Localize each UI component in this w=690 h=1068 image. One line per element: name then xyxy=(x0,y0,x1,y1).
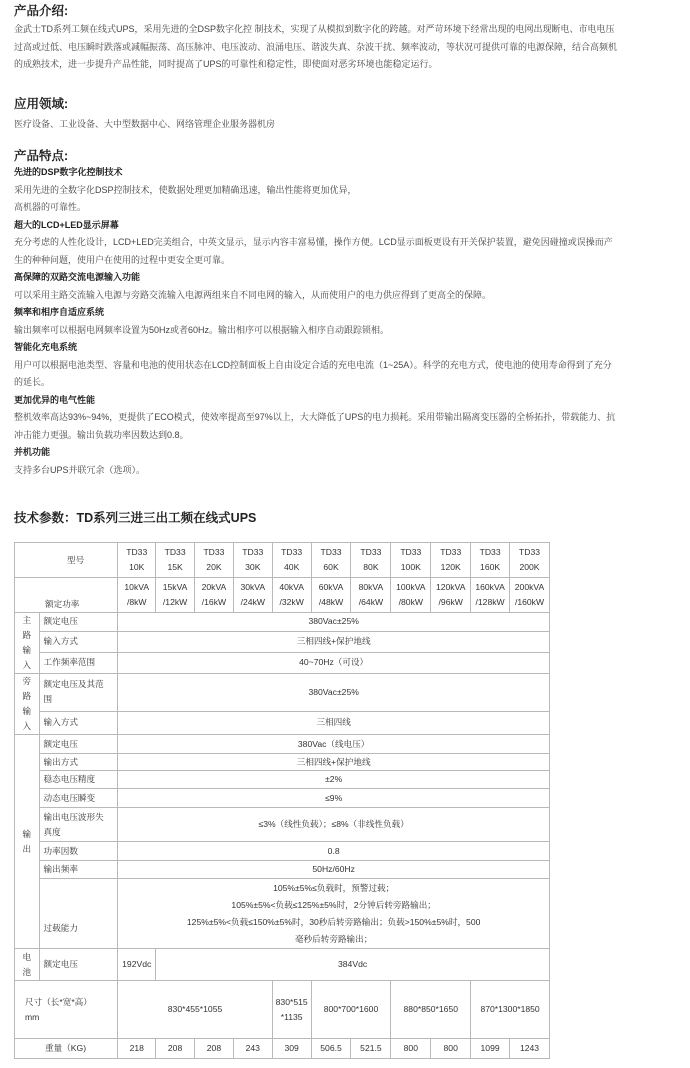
category-battery xyxy=(15,949,40,981)
row-value: 870*1300*1850 xyxy=(471,981,550,1039)
weight-cell: 208 xyxy=(195,1039,234,1059)
power-kw: /64kW xyxy=(358,597,384,607)
model-size: 20K xyxy=(206,562,222,572)
category-char: 入 xyxy=(22,660,32,670)
row-label: 额定电压 xyxy=(39,949,118,981)
table-row xyxy=(15,631,550,652)
power-kw: /48kW xyxy=(318,597,344,607)
power-kva: 160kVA xyxy=(475,582,505,592)
row-value: ≤3%（线性负载）；≤8%（非线性负载） xyxy=(118,808,550,842)
model-cell xyxy=(510,543,550,578)
feature-line: 输出频率可以根据电网频率设置为50Hz或者60Hz。输出相序可以根据输入相序自动跟踪锁相。 xyxy=(14,324,390,335)
table-row xyxy=(15,842,550,861)
row-value: 384Vdc xyxy=(156,949,550,981)
power-kw: /16kW xyxy=(201,597,227,607)
size-line: *1135 xyxy=(280,1011,303,1022)
model-series: TD33 xyxy=(320,547,342,557)
feature-title: 高保障的双路交流电源输入功能 xyxy=(14,272,141,282)
overload-line: 毫秒后转旁路输出； xyxy=(294,933,373,944)
model-series: TD33 xyxy=(242,547,264,557)
row-value: 三相四线 xyxy=(118,711,550,734)
spec-section xyxy=(14,510,676,526)
feature-title: 智能化充电系统 xyxy=(14,342,78,352)
power-kw: /8kW xyxy=(126,597,147,607)
model-series: TD33 xyxy=(440,547,462,557)
weight-cell: 521.5 xyxy=(351,1039,391,1059)
row-value: 50Hz/60Hz xyxy=(118,861,550,879)
row-value xyxy=(118,879,550,949)
row-value: 三相四线+保护地线 xyxy=(118,631,550,652)
size-line: 830*515 xyxy=(275,996,308,1007)
overload-line: 105%±5%≤负载时，预警过载； xyxy=(273,882,395,893)
row-label-line: mm xyxy=(25,1011,40,1022)
category-output xyxy=(15,735,40,949)
category-char: 输 xyxy=(22,645,32,655)
features-section xyxy=(14,148,676,479)
table-row xyxy=(15,808,550,842)
feature-line: 的延长。 xyxy=(14,377,51,387)
model-series: TD33 xyxy=(479,547,501,557)
model-size: 200K xyxy=(519,562,540,572)
model-cell xyxy=(391,543,431,578)
application-section xyxy=(14,96,676,134)
overload-line: 105%±5%<负载≤125%±5%时，2分钟后转旁路输出； xyxy=(231,899,436,910)
row-label: 稳态电压精度 xyxy=(39,771,118,789)
power-cell xyxy=(195,578,234,613)
table-row-power xyxy=(15,578,550,613)
model-cell xyxy=(351,543,391,578)
power-cell xyxy=(471,578,510,613)
feature-line: 充分考虑的人性化设计，LCD+LED完美组合，中英文显示，显示内容丰富易懂，操作方便。LCD显示面板更设有开关保护装置，避免因碰撞或误操而产 xyxy=(14,237,613,247)
power-kw: /160kW xyxy=(514,597,545,607)
intro-line: 过高或过低、电压瞬时跌落或减幅振荡、高压脉冲、电压波动、浪涌电压、谐波失真、杂波干扰、频率波动，等状况可提供可靠的电源保障，结合高频机 xyxy=(14,41,618,52)
power-kva: 200kVA xyxy=(514,582,545,592)
power-label: 额定功率 xyxy=(15,578,118,613)
power-kw: /24kW xyxy=(240,597,265,607)
weight-cell: 218 xyxy=(118,1039,156,1059)
row-label: 输入方式 xyxy=(39,631,118,652)
table-row xyxy=(15,949,550,981)
feature-line: 采用先进的全数字化DSP控制技术，使数据处理更加精确迅速，输出性能将更加优异， xyxy=(14,184,357,195)
table-row xyxy=(15,861,550,879)
overload-line: 125%±5%<负载≤150%±5%时，30秒后转旁路输出；负载>150%±5%时，500 xyxy=(186,916,481,927)
weight-cell: 243 xyxy=(233,1039,272,1059)
row-value: 380Vac±25% xyxy=(118,613,550,632)
feature-line: 整机效率高达93%~94%，更提供了ECO模式，使效率提高至97%以上，大大降低了UPS的电力损耗。采用带输出隔离变压器的全桥拓扑，带载能力、抗 xyxy=(14,412,616,422)
category-char: 池 xyxy=(22,966,32,977)
weight-cell: 800 xyxy=(431,1039,471,1059)
model-size: 160K xyxy=(480,562,501,572)
weight-cell: 1099 xyxy=(471,1039,510,1059)
table-row xyxy=(15,981,550,1039)
category-char: 出 xyxy=(22,843,32,854)
row-value xyxy=(272,981,311,1039)
power-cell xyxy=(391,578,431,613)
power-cell xyxy=(272,578,311,613)
power-kva: 120kVA xyxy=(435,582,466,592)
weight-cell: 208 xyxy=(156,1039,195,1059)
feature-line: 可以采用主路交流输入电源与旁路交流输入电源两组来自不同电网的输入，从而使用户的电力供应得到了更高全的保障。 xyxy=(14,289,492,300)
intro-heading: 产品介绍: xyxy=(14,4,69,18)
row-label-line: 真度 xyxy=(43,826,61,837)
feature-title: 超大的LCD+LED显示屏幕 xyxy=(14,219,119,230)
power-cell xyxy=(233,578,272,613)
spec-table xyxy=(14,542,550,1059)
table-row xyxy=(15,735,550,754)
category-char: 输 xyxy=(22,706,32,716)
row-label xyxy=(15,981,118,1039)
row-label-line: 围 xyxy=(43,694,53,705)
row-label: 额定电压 xyxy=(39,613,118,632)
feature-title: 频率和相序自适应系统 xyxy=(14,307,105,317)
row-label: 输入方式 xyxy=(39,711,118,734)
power-kva: 60kVA xyxy=(318,582,344,592)
row-value: 192Vdc xyxy=(118,949,156,981)
row-label xyxy=(39,808,118,842)
feature-line: 用户可以根据电池类型、容量和电池的使用状态在LCD控制面板上自由设定合适的充电电流（1~25A）。科学的充电方式，使电池的使用寿命得到了充分 xyxy=(14,359,612,370)
row-label: 输出方式 xyxy=(39,754,118,771)
category-char: 输 xyxy=(22,828,32,839)
power-kw: /80kW xyxy=(398,597,423,607)
model-series: TD33 xyxy=(164,547,186,557)
row-label: 额定电压 xyxy=(39,735,118,754)
row-value: 830*455*1055 xyxy=(118,981,272,1039)
model-size: 120K xyxy=(440,562,461,572)
category-char: 旁 xyxy=(22,676,32,686)
intro-line: 的成熟技术，进一步提升产品性能，同时提高了UPS的可靠性和稳定性，即使面对恶劣环境也能稳定运行。 xyxy=(14,59,438,69)
model-size: 15K xyxy=(167,562,183,572)
model-series: TD33 xyxy=(126,547,148,557)
power-kva: 30kVA xyxy=(240,582,266,592)
power-kva: 40kVA xyxy=(279,582,304,592)
model-series: TD33 xyxy=(519,547,541,557)
power-kva: 100kVA xyxy=(396,582,426,592)
table-row xyxy=(15,652,550,673)
spec-heading: 技术参数：TD系列三进三出工频在线式UPS xyxy=(14,511,257,525)
table-row xyxy=(15,879,550,949)
model-cell xyxy=(118,543,156,578)
feature-line: 支持多台UPS并联冗余（选项）。 xyxy=(14,464,146,475)
power-cell xyxy=(431,578,471,613)
table-row xyxy=(15,674,550,712)
feature-line: 生的种种问题，使用户在使用的过程中更安全更可靠。 xyxy=(14,254,231,265)
row-label: 动态电压瞬变 xyxy=(39,789,118,808)
application-heading: 应用领域: xyxy=(14,97,69,111)
power-kw: /12kW xyxy=(162,597,188,607)
power-kva: 10kVA xyxy=(124,582,150,592)
application-text: 医疗设备、工业设备、大中型数据中心、网络管理企业服务器机房 xyxy=(14,119,276,129)
row-label-line: 额定电压及其范 xyxy=(43,679,104,690)
feature-line: 高机器的可靠性。 xyxy=(14,202,87,212)
row-value: ≤9% xyxy=(118,789,550,808)
model-size: 40K xyxy=(284,562,300,572)
table-row xyxy=(15,754,550,771)
power-cell xyxy=(118,578,156,613)
category-char: 路 xyxy=(22,630,32,640)
table-row xyxy=(15,771,550,789)
model-cell xyxy=(272,543,311,578)
model-size: 30K xyxy=(245,562,261,572)
category-char: 电 xyxy=(22,951,32,962)
power-cell xyxy=(311,578,351,613)
model-cell xyxy=(431,543,471,578)
table-row-model xyxy=(15,543,550,578)
intro-section xyxy=(14,3,676,74)
category-char: 入 xyxy=(22,721,32,731)
category-bypass-input xyxy=(15,674,40,735)
power-kw: /128kW xyxy=(475,597,505,607)
power-kva: 80kVA xyxy=(358,582,384,592)
power-kva: 20kVA xyxy=(201,582,227,592)
model-cell xyxy=(311,543,351,578)
category-char: 主 xyxy=(22,615,32,625)
model-size: 10K xyxy=(129,562,145,572)
table-row xyxy=(15,711,550,734)
category-char: 路 xyxy=(22,691,32,701)
table-row xyxy=(15,1039,550,1059)
row-label-line: 尺寸（长*宽*高） xyxy=(25,996,92,1007)
intro-line: 金武士TD系列工频在线式UPS，采用先进的全DSP数字化控 制技术，实现了从模拟到数字化的跨越。对严苛环境下经常出现的电网出现断电、市电电压 xyxy=(14,24,615,34)
model-size: 80K xyxy=(363,562,379,572)
row-label: 重量（KG) xyxy=(15,1039,118,1059)
row-label: 工作频率范围 xyxy=(39,652,118,673)
row-label: 输出频率 xyxy=(39,861,118,879)
power-kw: /96kW xyxy=(438,597,463,607)
row-label-line: 输出电压波形失 xyxy=(43,811,104,822)
row-label: 功率因数 xyxy=(39,842,118,861)
feature-title: 并机功能 xyxy=(14,447,51,457)
weight-cell: 1243 xyxy=(510,1039,550,1059)
row-value: 40~70Hz（可设） xyxy=(118,652,550,673)
model-series: TD33 xyxy=(281,547,303,557)
table-row xyxy=(15,789,550,808)
row-value: 800*700*1600 xyxy=(311,981,391,1039)
model-series: TD33 xyxy=(203,547,225,557)
row-value: 380Vac（线电压） xyxy=(118,735,550,754)
row-label xyxy=(39,674,118,712)
model-size: 60K xyxy=(323,562,339,572)
features-heading: 产品特点: xyxy=(14,149,69,163)
feature-line: 冲击能力更强。输出负载功率因数达到0.8。 xyxy=(14,429,189,440)
category-main-input xyxy=(15,613,40,674)
power-cell xyxy=(351,578,391,613)
model-cell xyxy=(156,543,195,578)
model-cell xyxy=(471,543,510,578)
weight-cell: 800 xyxy=(391,1039,431,1059)
power-cell xyxy=(510,578,550,613)
weight-cell: 506.5 xyxy=(311,1039,351,1059)
row-value: 880*850*1650 xyxy=(391,981,471,1039)
table-row xyxy=(15,613,550,632)
row-label: 过载能力 xyxy=(39,879,118,949)
model-series: TD33 xyxy=(400,547,422,557)
model-label: 型号 xyxy=(15,543,118,578)
weight-cell: 309 xyxy=(272,1039,311,1059)
row-value: 0.8 xyxy=(118,842,550,861)
power-kva: 15kVA xyxy=(162,582,188,592)
row-value: ±2% xyxy=(118,771,550,789)
feature-title: 先进的DSP数字化控制技术 xyxy=(14,167,123,177)
model-cell xyxy=(233,543,272,578)
feature-title: 更加优异的电气性能 xyxy=(14,394,96,405)
row-value: 三相四线+保护地线 xyxy=(118,754,550,771)
row-value: 380Vac±25% xyxy=(118,674,550,712)
power-kw: /32kW xyxy=(279,597,304,607)
model-cell xyxy=(195,543,234,578)
model-size: 100K xyxy=(400,562,421,572)
model-series: TD33 xyxy=(360,547,382,557)
power-cell xyxy=(156,578,195,613)
